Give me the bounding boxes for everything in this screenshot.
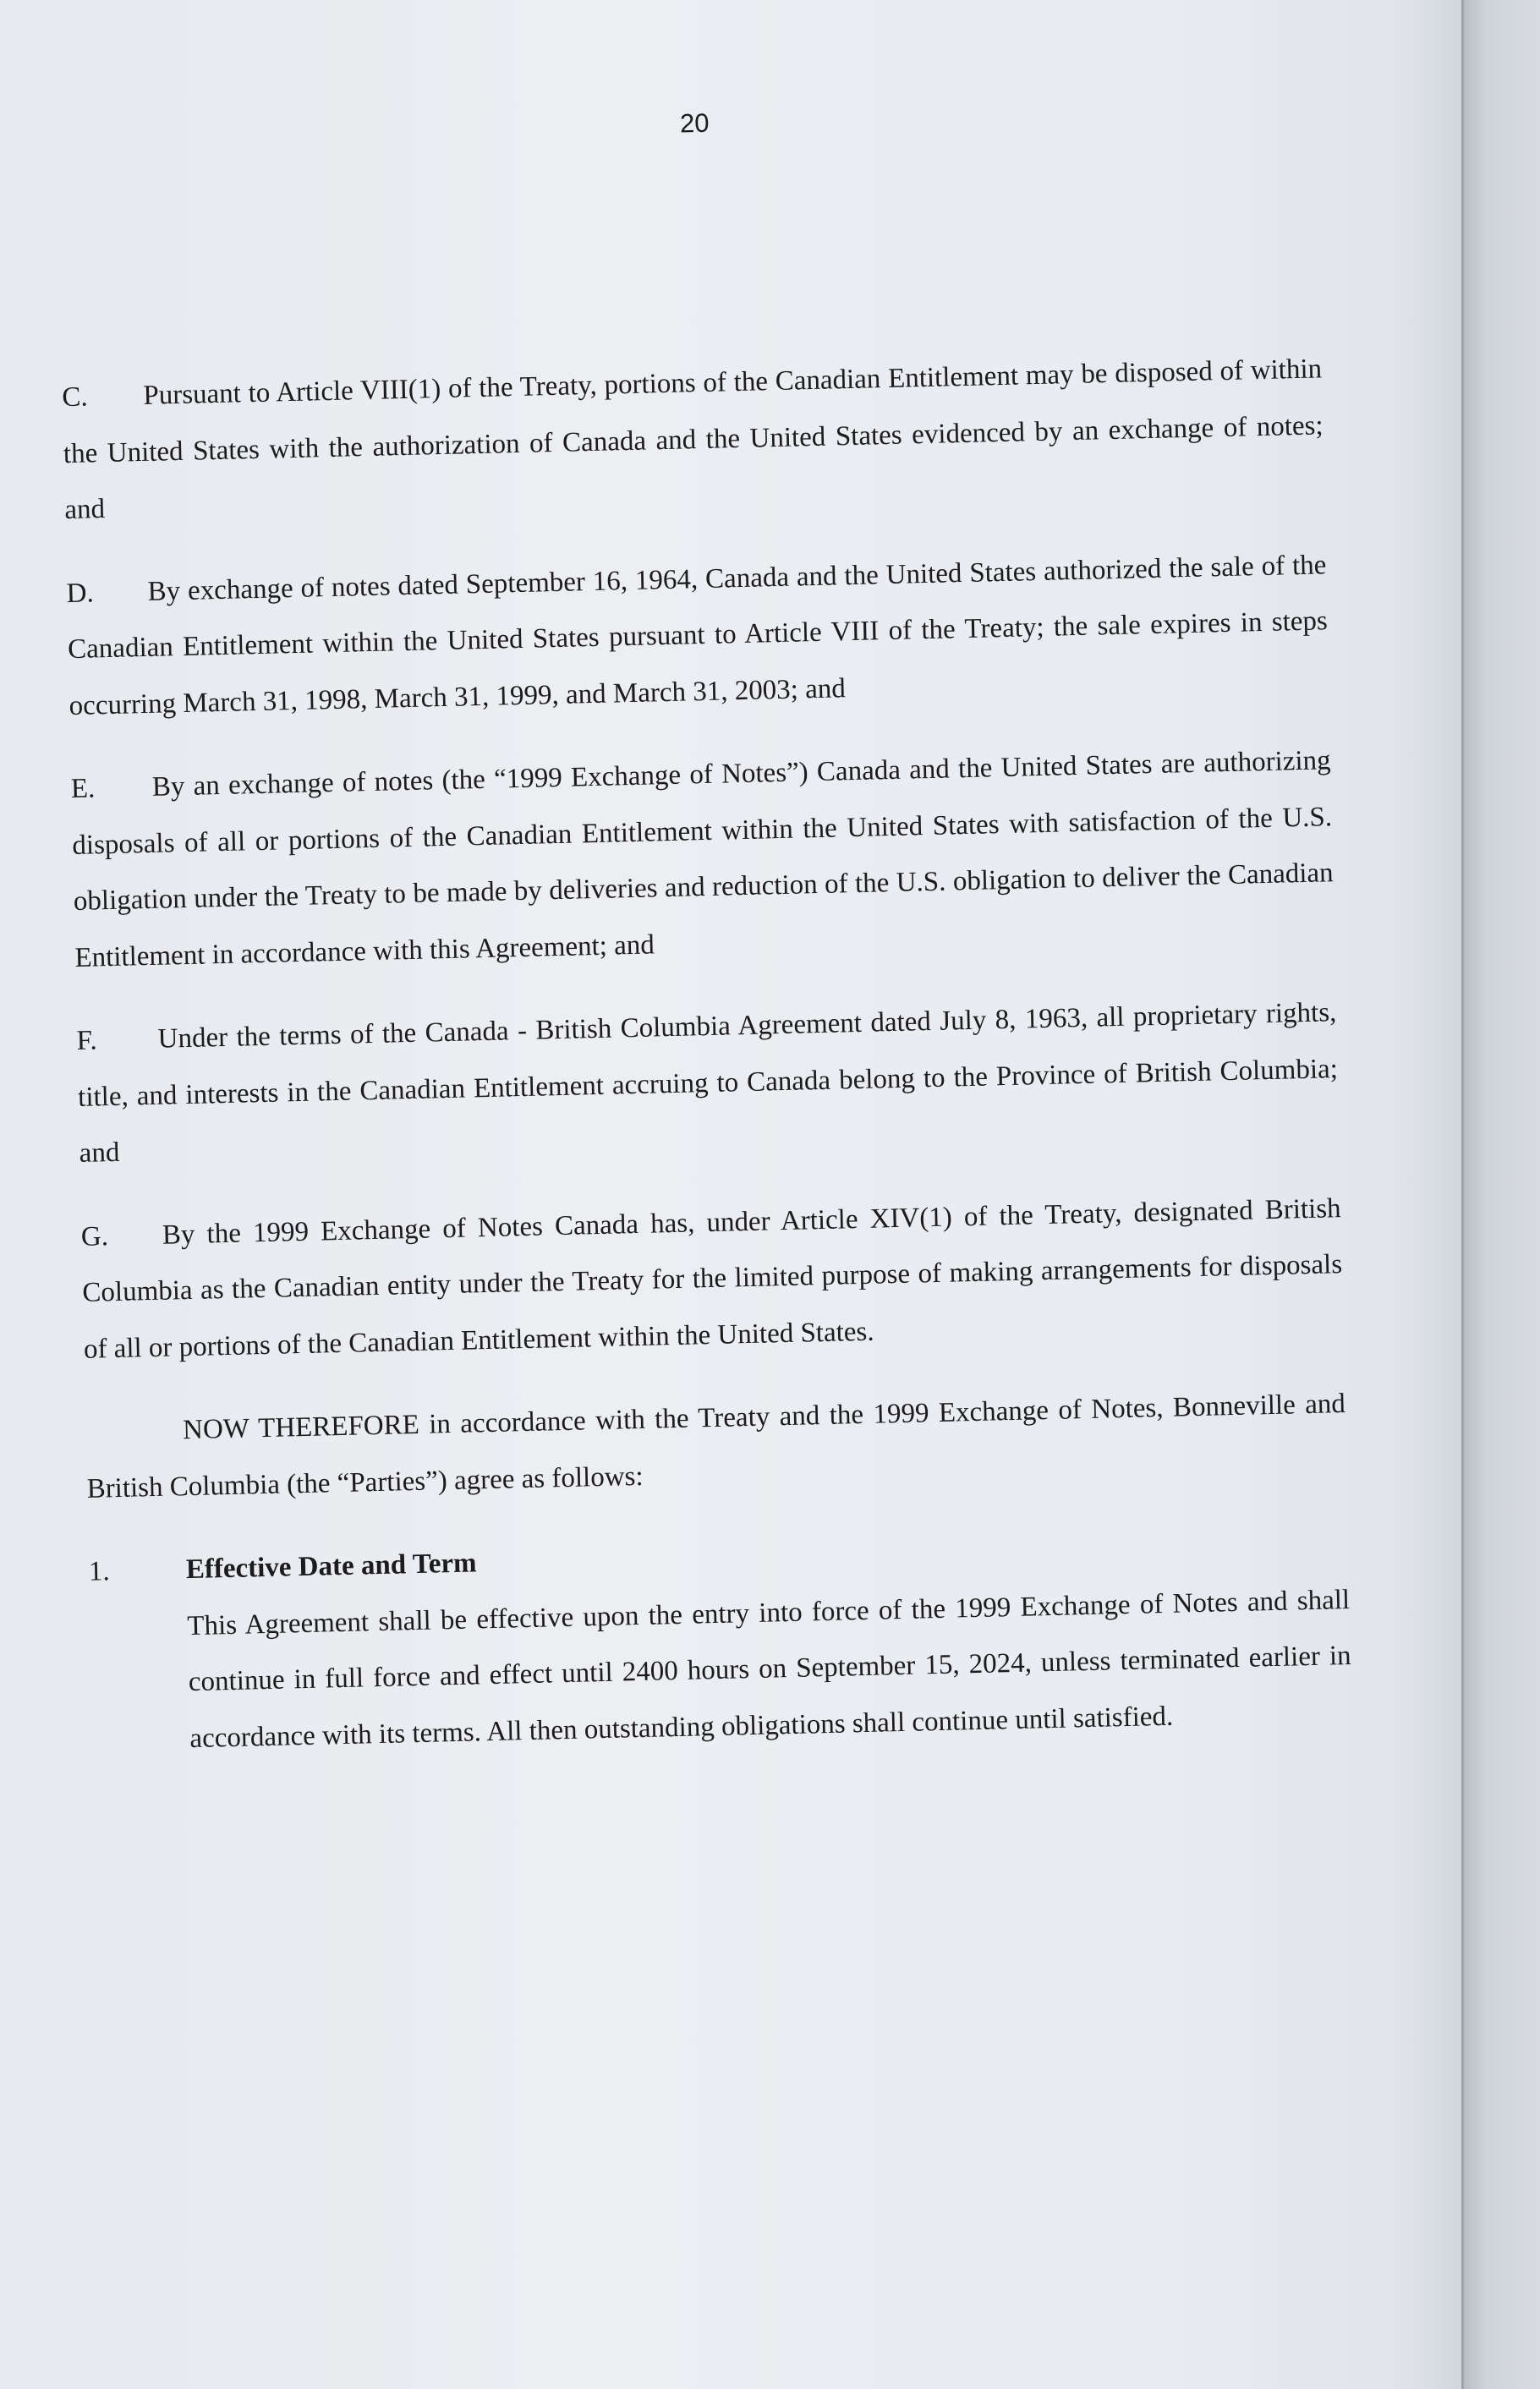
body-text xyxy=(62,341,1353,1768)
recital-g xyxy=(80,1181,1344,1378)
page-edge xyxy=(1461,0,1540,2389)
recital-letter: F. xyxy=(76,1025,98,1056)
recital-letter: E. xyxy=(70,773,96,805)
section-number: 1. xyxy=(88,1556,111,1587)
page-content xyxy=(53,0,1367,2389)
recital-letter: D. xyxy=(66,577,95,609)
recital-f xyxy=(76,984,1340,1181)
recital-text: By the 1999 Exchange of Notes Canada has, under Article XIV(1) of the Treaty, designated British Columbia as the Canadian entity under the Treaty for the limited purpose of making arrangements for disposals of all or portions of the Canadian Entitlement within the United States. xyxy=(82,1192,1343,1365)
recital-d xyxy=(66,537,1329,734)
section-title: Effective Date and Term xyxy=(185,1548,477,1586)
recital-text: Under the terms of the Canada - British Columbia Agreement dated July 8, 1963, all proprietary rights, title, and interests in the Canadian Entitlement accruing to Canada belong to the Province of British Columbia; and xyxy=(77,997,1339,1169)
recital-text: By an exchange of notes (the “1999 Exchange of Notes”) Canada and the United States are authorizing disposals of all or portions of the Canadian Entitlement within the United States with satisfaction of the U.S. obligation under the Treaty to be made by deliveries and reduction of the U.S. obligation to deliver the Canadian Entitlement in accordance with this Agreement; and xyxy=(72,745,1334,973)
now-therefore-clause: NOW THEREFORE in accordance with the Treaty and the 1999 Exchange of Notes, Bonneville and British Columbia (the “Parties”) agree as follows: xyxy=(86,1389,1346,1504)
recital-text: By exchange of notes dated September 16, 1964, Canada and the United States authorized the sale of the Canadian Entitlement within the United States pursuant to Article VIII of the Treaty; the sale expires in steps occurring March 31, 1998, March 31, 1999, and March 31, 2003; and xyxy=(67,549,1329,721)
page-number: 20 xyxy=(679,107,710,139)
section-body: This Agreement shall be effective upon the entry into force of the 1999 Exchange of Notes and shall continue in full force and effect until 2400 hours on September 15, 2024, unless terminated earlier in accordance with its terms. All then outstanding obligations shall continue until satisfied. xyxy=(187,1584,1351,1754)
recital-letter: C. xyxy=(62,381,89,414)
recital-c xyxy=(62,341,1325,538)
recital-letter: G. xyxy=(80,1220,109,1252)
recital-text: Pursuant to Article VIII(1) of the Treaty, portions of the Canadian Entitlement may be disposed of within the United States with the authorization of Canada and the United States evidenced by an exchange of notes; and xyxy=(63,353,1324,526)
recital-e xyxy=(70,732,1335,986)
page-fold-shadow xyxy=(1395,0,1461,2389)
